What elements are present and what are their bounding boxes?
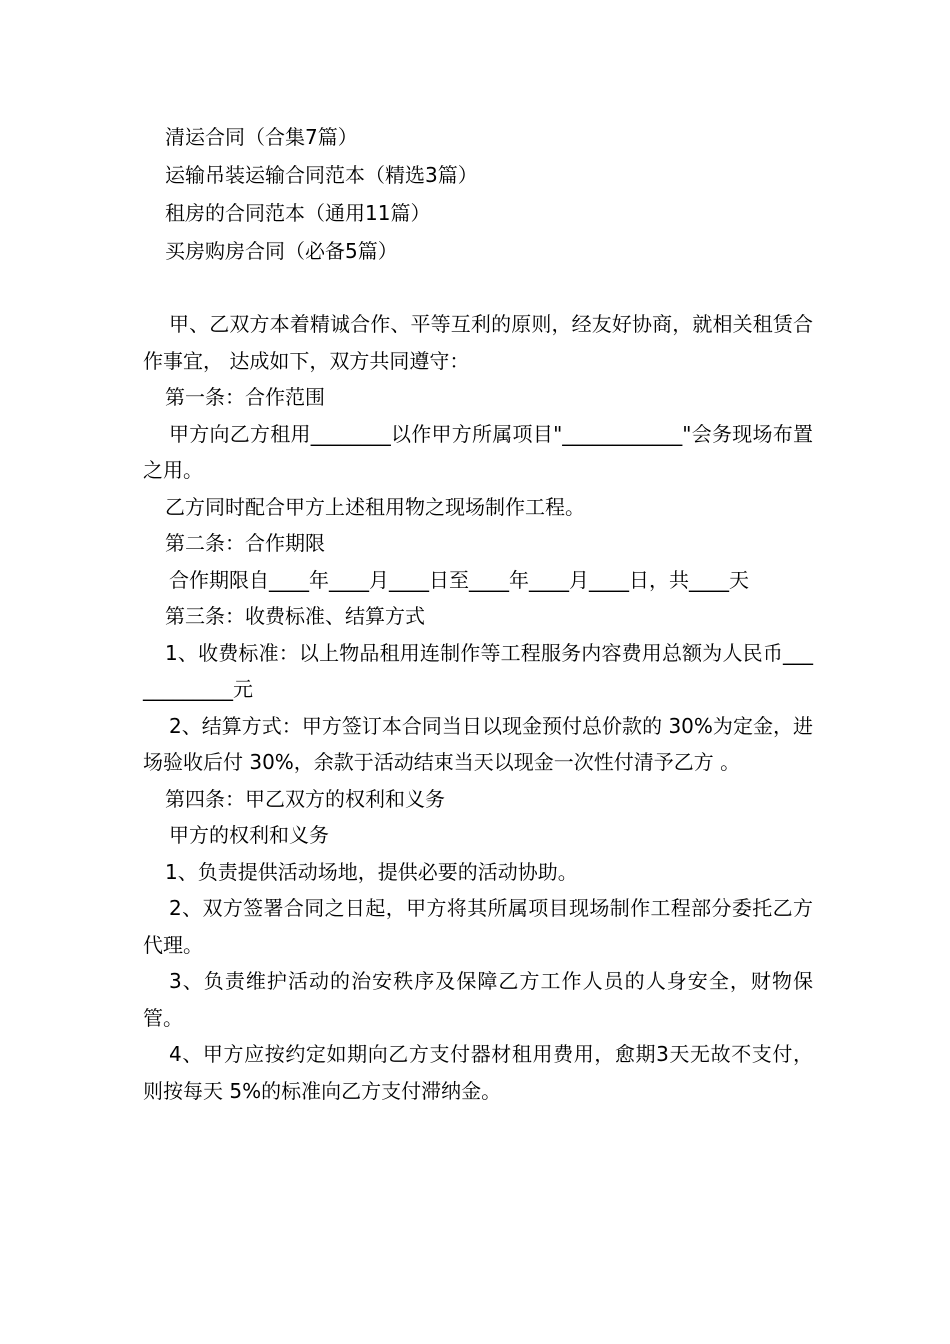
related-article-link[interactable]: 运输吊装运输合同范本（精选3篇） [165, 163, 478, 187]
clause-paragraph: 1、负责提供活动场地，提供必要的活动协助。 [165, 859, 578, 884]
clause-paragraph: 3、负责维护活动的治安秩序及保障乙方工作人员的人身安全，财物保管。 [143, 969, 813, 1030]
clause-paragraph: 1、收费标准：以上物品租用连制作等工程服务内容费用总额为人民币____________元 [143, 640, 813, 701]
related-articles-list [165, 118, 825, 270]
clause-paragraph: 合作期限自____年____月____日至____年____月____日，共____天 [169, 567, 749, 592]
section-heading: 第四条：甲乙双方的权利和义务 [165, 786, 445, 811]
related-article-link[interactable]: 清运合同（合集7篇） [165, 125, 358, 149]
clause-paragraph: 2、双方签署合同之日起，甲方将其所属项目现场制作工程部分委托乙方代理。 [143, 896, 813, 957]
related-article-link[interactable]: 租房的合同范本（通用11篇） [165, 201, 431, 225]
subsection-heading: 甲方的权利和义务 [169, 823, 329, 847]
clause-paragraph: 甲方向乙方租用________以作甲方所属项目"____________"会务现场布置之用。 [143, 421, 813, 482]
clause-paragraph: 4、甲方应按约定如期向乙方支付器材租用费用，愈期3天无故不支付，则按每天 5%的标准向乙方支付滞纳金。 [143, 1042, 813, 1103]
preamble-paragraph: 甲、乙双方本着精诚合作、平等互利的原则，经友好协商，就相关租赁合作事宜， 达成如下，双方共同遵守： [143, 312, 813, 373]
clause-paragraph: 2、结算方式：甲方签订本合同当日以现金预付总价款的 30%为定金，进场验收后付 30%，余款于活动结束当天以现金一次性付清予乙方 。 [143, 713, 813, 774]
section-heading: 第三条：收费标准、结算方式 [165, 604, 425, 628]
section-heading: 第一条：合作范围 [165, 385, 325, 409]
related-article-link[interactable]: 买房购房合同（必备5篇） [165, 239, 398, 263]
section-heading: 第二条：合作期限 [165, 531, 325, 555]
contract-body [143, 306, 813, 1109]
clause-paragraph: 乙方同时配合甲方上述租用物之现场制作工程。 [165, 494, 585, 519]
